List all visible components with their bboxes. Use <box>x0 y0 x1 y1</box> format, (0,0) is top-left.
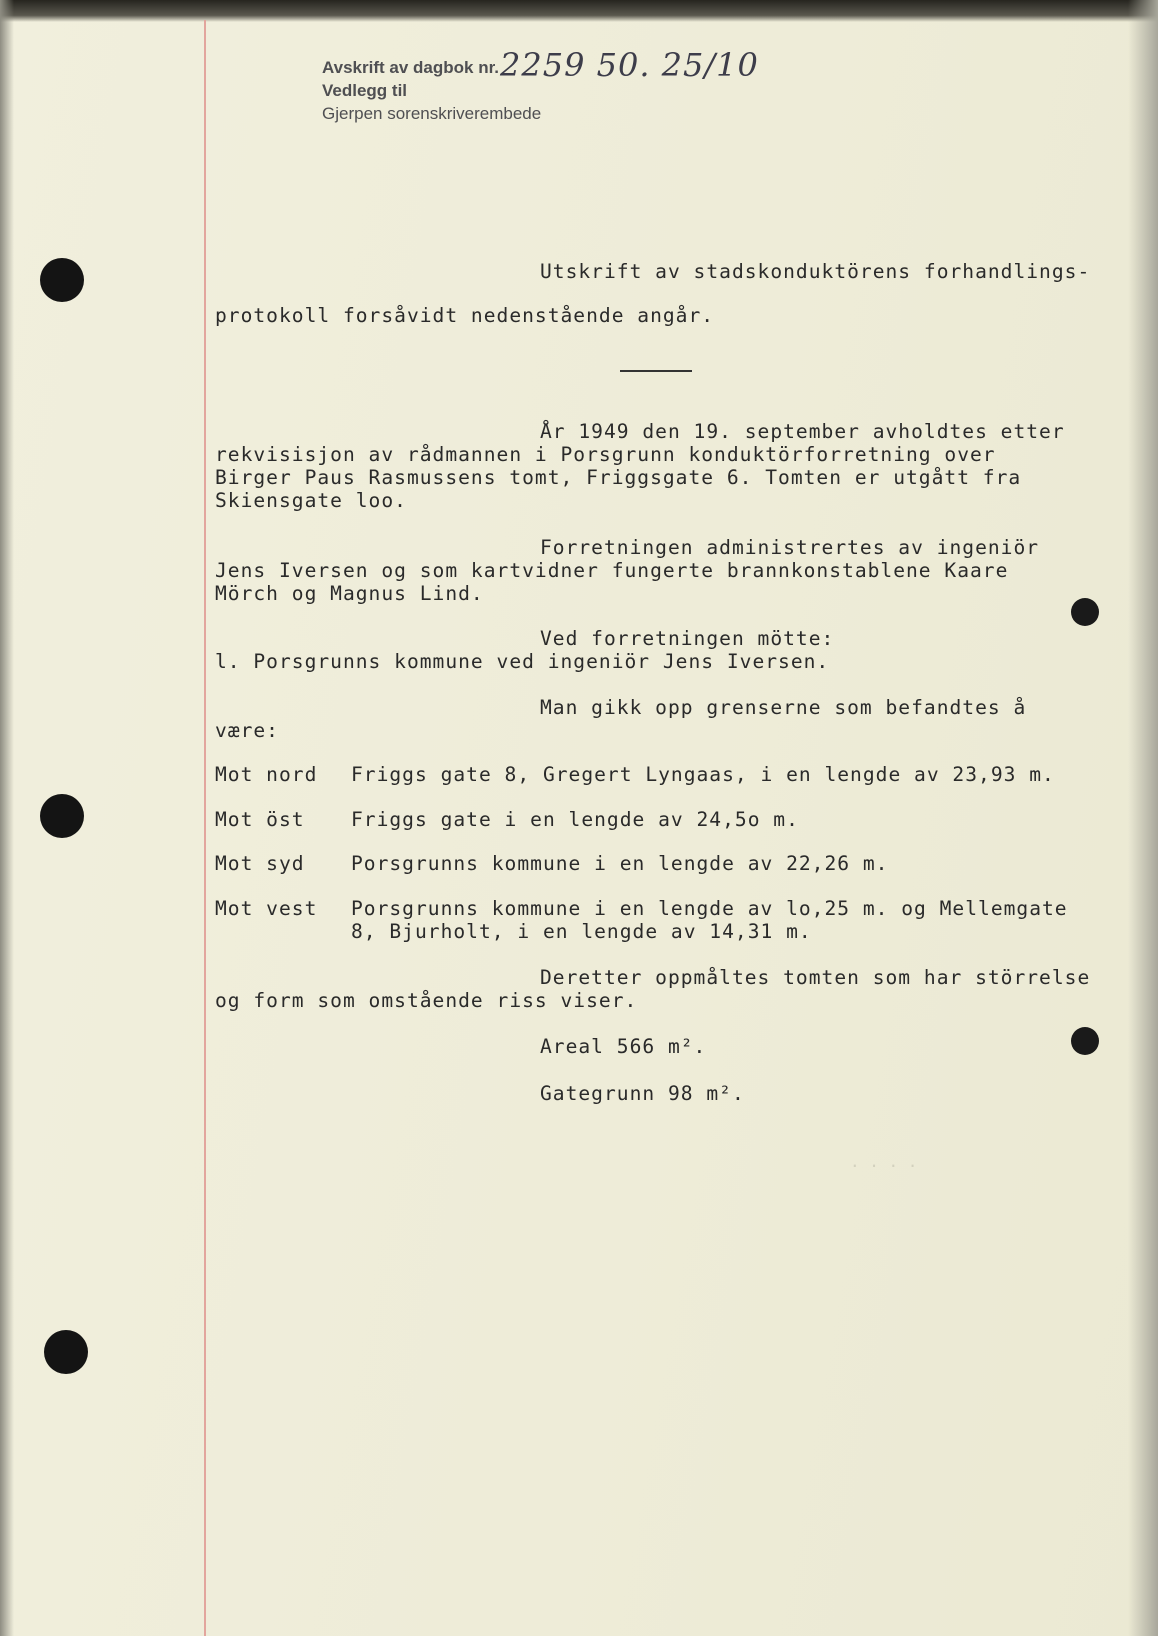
p1-line-4: Skiensgate loo. <box>215 489 407 512</box>
punch-hole-middle <box>40 794 84 838</box>
p4-line-1: Man gikk opp grenserne som befandtes å <box>540 696 1027 719</box>
scan-edge-right <box>1128 0 1158 1636</box>
red-margin-line <box>204 20 206 1636</box>
ink-spot-upper <box>1071 598 1099 626</box>
p4-line-2: være: <box>215 719 279 742</box>
boundary-label-east: Mot öst <box>215 808 305 831</box>
closing-line-1: Deretter oppmåltes tomten som har störrelse <box>540 966 1091 989</box>
p3-line-2: l. Porsgrunns kommune ved ingeniör Jens Iversen. <box>215 650 830 673</box>
p1-line-2: rekvisisjon av rådmannen i Porsgrunn konduktörforretning over <box>215 443 996 466</box>
scan-edge-left <box>0 0 14 1636</box>
boundary-label-south: Mot syd <box>215 852 305 875</box>
boundary-label-north: Mot nord <box>215 763 318 786</box>
heading-line-2: protokoll forsåvidt nedenstående angår. <box>215 304 715 327</box>
boundary-text-south: Porsgrunns kommune i en lengde av 22,26 m. <box>351 852 889 875</box>
stamp-line-3: Gjerpen sorenskriverembede <box>322 104 542 123</box>
boundary-text-north: Friggs gate 8, Gregert Lyngaas, i en lengde av 23,93 m. <box>351 763 1055 786</box>
p2-line-3: Mörch og Magnus Lind. <box>215 582 484 605</box>
scan-edge-top <box>0 0 1158 22</box>
p1-line-1: År 1949 den 19. september avholdtes etter <box>540 420 1065 443</box>
punch-hole-top <box>40 258 84 302</box>
handwritten-record-number: 2259 50. 25/10 <box>500 46 759 84</box>
boundary-text-west-1: Porsgrunns kommune i en lengde av lo,25 m. og Mellemgate <box>351 897 1068 920</box>
heading-line-1: Utskrift av stadskonduktörens forhandlings- <box>540 260 1091 283</box>
p1-line-3: Birger Paus Rasmussens tomt, Friggsgate 6. Tomten er utgått fra <box>215 466 1022 489</box>
punch-hole-bottom <box>44 1330 88 1374</box>
ink-spot-lower <box>1071 1027 1099 1055</box>
boundary-text-west-2: 8, Bjurholt, i en lengde av 14,31 m. <box>351 920 812 943</box>
stamp-line-1: Avskrift av dagbok nr. <box>322 58 499 77</box>
p3-line-1: Ved forretningen mötte: <box>540 627 835 650</box>
boundary-text-east: Friggs gate i en lengde av 24,5o m. <box>351 808 799 831</box>
boundary-label-west: Mot vest <box>215 897 318 920</box>
p2-line-2: Jens Iversen og som kartvidner fungerte brannkonstablene Kaare <box>215 559 1009 582</box>
closing-line-2: og form som omstående riss viser. <box>215 989 638 1012</box>
reverse-side-show-through: . . . . <box>850 1152 918 1171</box>
p2-line-1: Forretningen administrertes av ingeniör <box>540 536 1040 559</box>
separator-rule <box>620 370 692 372</box>
area-value: Areal 566 m². <box>540 1035 707 1058</box>
stamp-line-2: Vedlegg til <box>322 81 408 100</box>
street-ground-value: Gategrunn 98 m². <box>540 1082 745 1105</box>
